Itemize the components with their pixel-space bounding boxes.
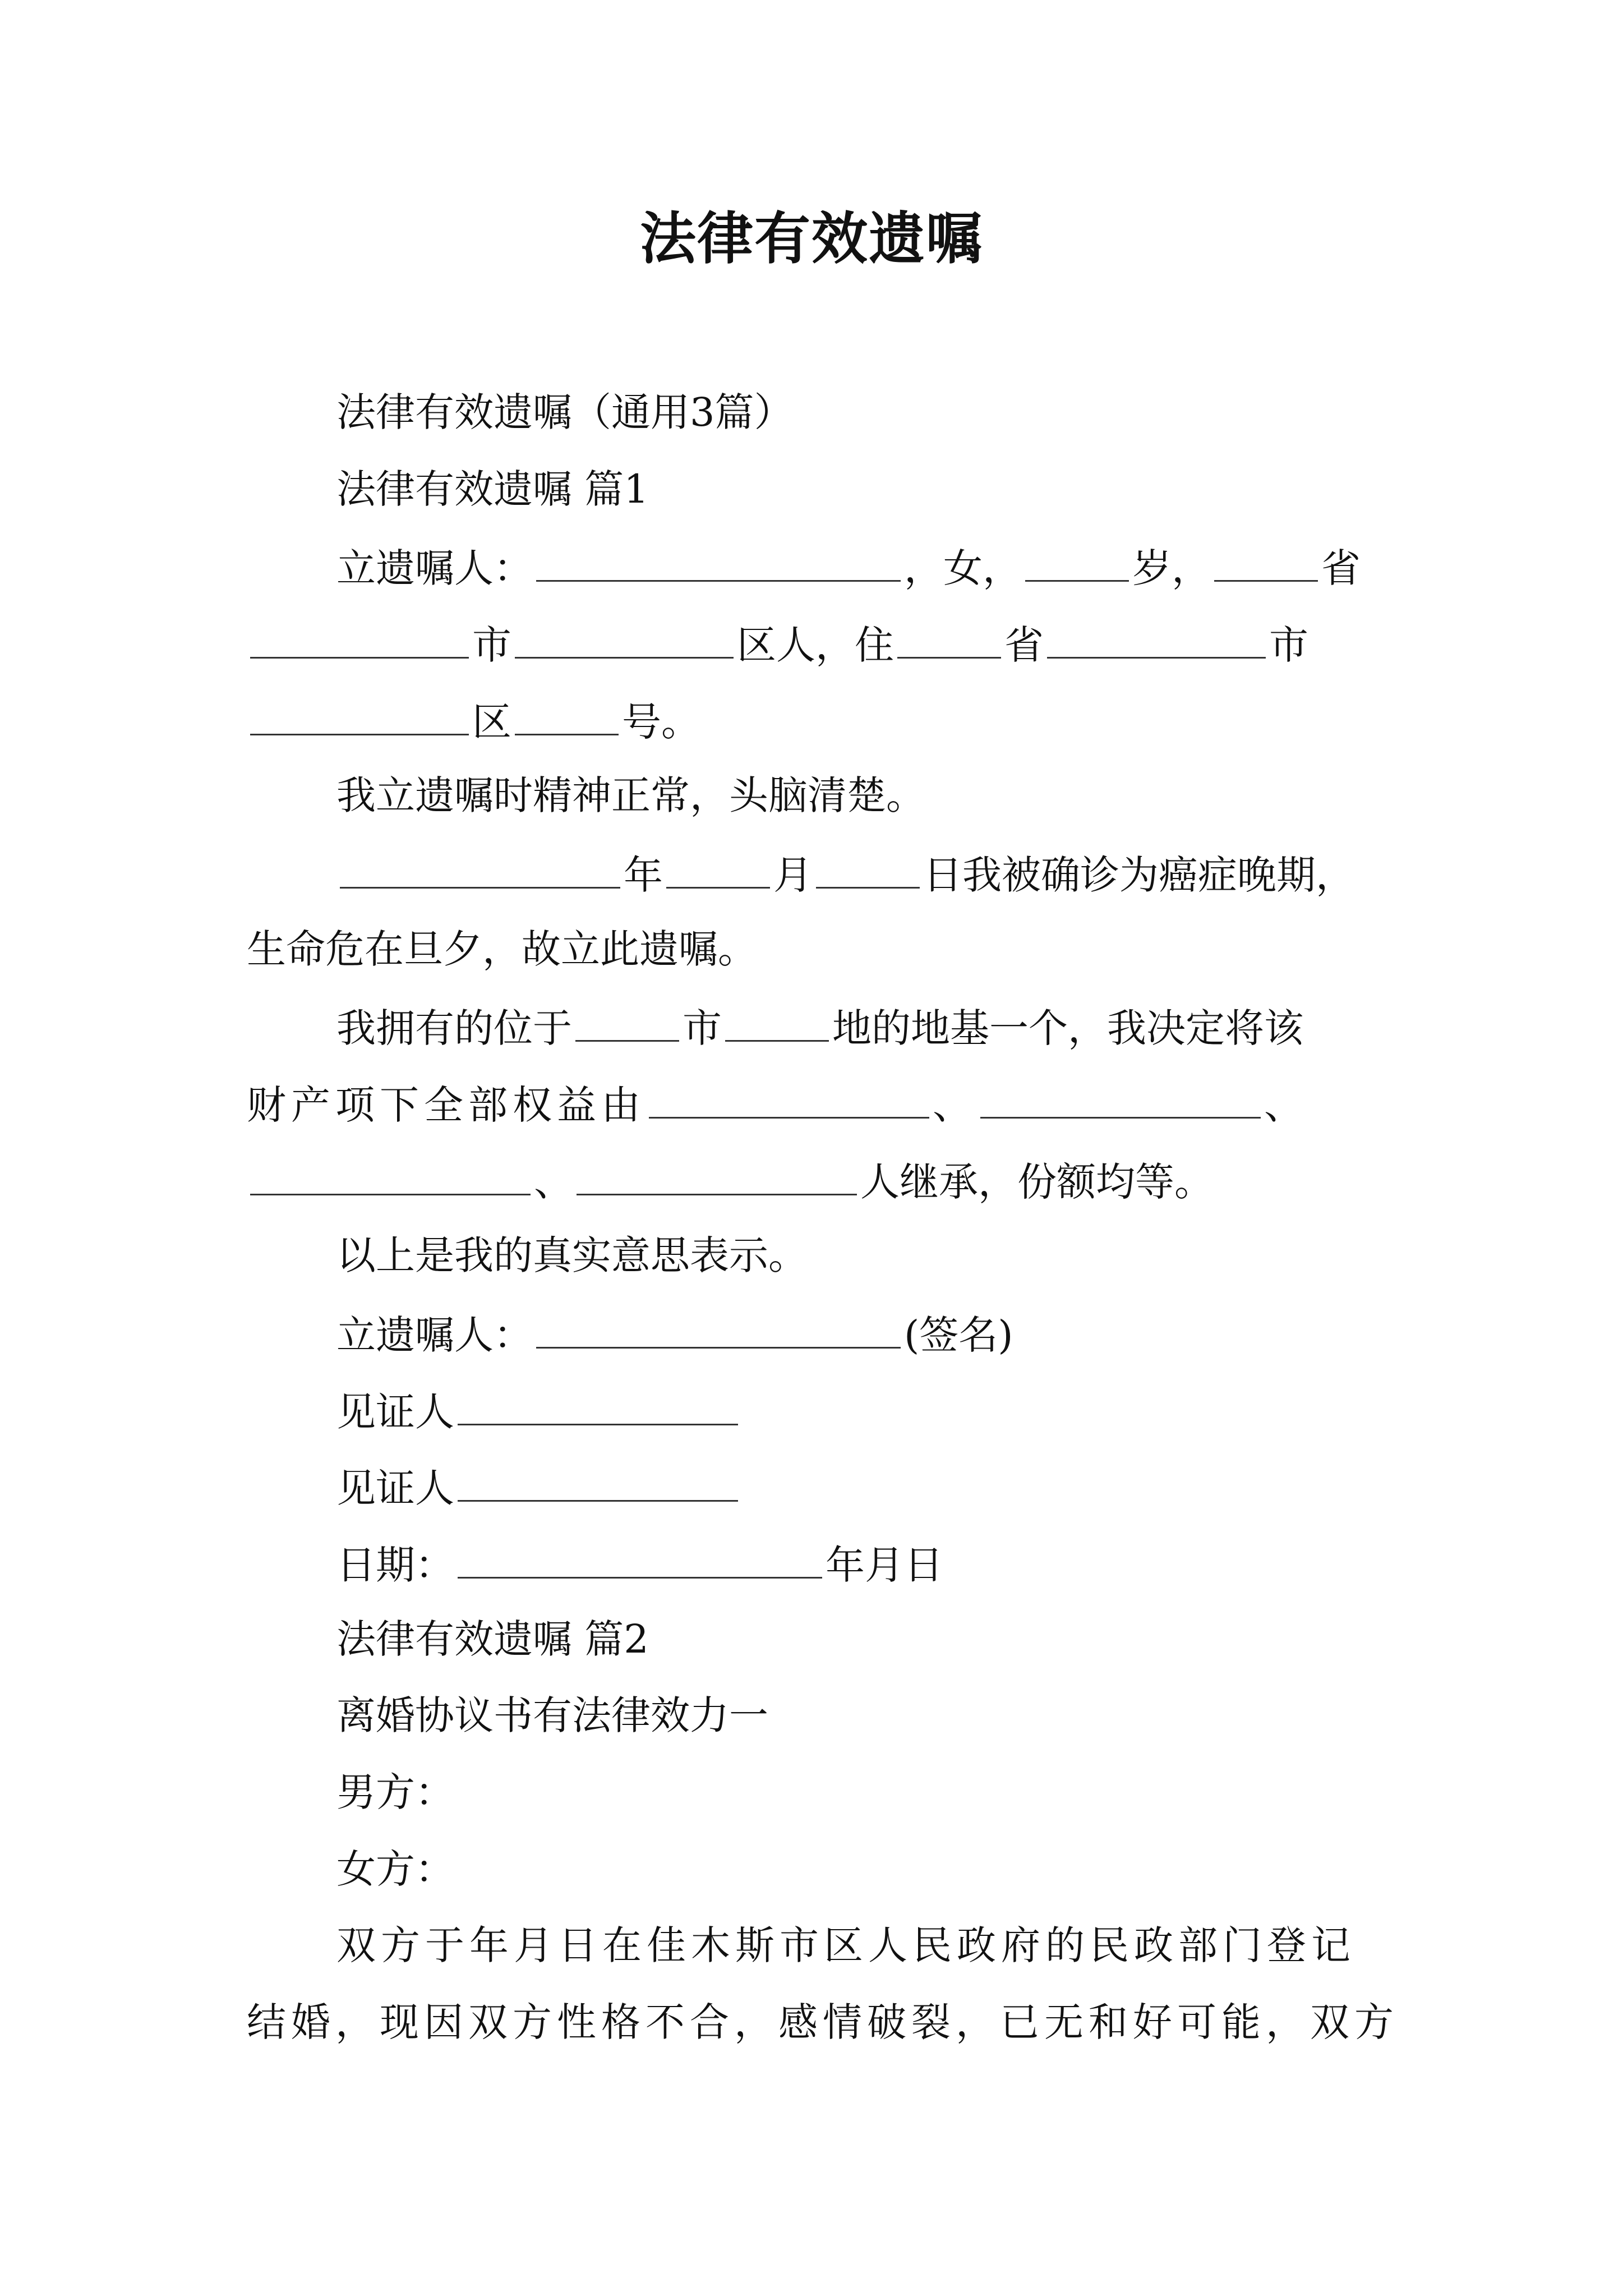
diagnosis-line-2: 生命危在旦夕，故立此遗嘱。 xyxy=(247,926,757,972)
text-res-city: 市 xyxy=(1269,622,1308,668)
witness-line-2 xyxy=(0,1457,1623,1516)
text-female: ，女， xyxy=(904,545,1022,591)
text-property-desc: 地的地基一个，我决定将该 xyxy=(832,1005,1303,1051)
testator-line xyxy=(0,537,1623,596)
text-sep-1: 、 xyxy=(933,1082,977,1128)
blank-heir-4[interactable] xyxy=(577,1151,857,1195)
text-number: 号。 xyxy=(622,699,700,745)
text-sep-3: 、 xyxy=(534,1159,573,1205)
blank-city[interactable] xyxy=(250,614,469,659)
section2-subtitle: 离婚协议书有法律效力一 xyxy=(336,1692,768,1738)
address-line-1 xyxy=(0,614,1623,673)
text-sep-2: 、 xyxy=(1264,1082,1308,1128)
blank-district[interactable] xyxy=(515,614,734,659)
text-month: 月 xyxy=(773,852,813,898)
blank-heir-1[interactable] xyxy=(649,1074,929,1119)
blank-year[interactable] xyxy=(340,844,620,889)
property-line-3 xyxy=(0,1151,1623,1210)
text-diagnosis: 日我被确诊为癌症晚期， xyxy=(923,852,1355,898)
property-line-1 xyxy=(0,997,1623,1056)
blank-heir-2[interactable] xyxy=(980,1074,1261,1119)
text-property-location: 我拥有的位于 xyxy=(336,1005,572,1051)
diagnosis-line-1 xyxy=(0,844,1623,903)
label-witness-1: 见证人 xyxy=(336,1389,454,1435)
witness-line-1 xyxy=(0,1381,1623,1440)
blank-witness-2[interactable] xyxy=(458,1457,738,1502)
blank-month[interactable] xyxy=(666,844,770,889)
property-line-2 xyxy=(0,1074,1623,1133)
section2-heading: 法律有效遗嘱 篇2 xyxy=(336,1616,649,1662)
testator-signature-line xyxy=(0,1304,1623,1363)
text-property-city: 市 xyxy=(683,1005,722,1051)
text-res-district: 区 xyxy=(472,699,511,745)
blank-property-city[interactable] xyxy=(575,997,679,1042)
blank-res-district[interactable] xyxy=(250,691,469,735)
text-property-rights: 财产项下全部权益由 xyxy=(247,1082,645,1128)
document-title: 法律有效遗嘱 xyxy=(640,205,983,272)
blank-date[interactable] xyxy=(458,1534,822,1579)
section2-female: 女方： xyxy=(336,1846,454,1892)
text-res-province: 省 xyxy=(1004,622,1044,668)
section2-paragraph-line-1: 双方于年月日在佳木斯市区人民政府的民政部门登记 xyxy=(336,1922,1355,1968)
text-province: 省 xyxy=(1321,545,1361,591)
blank-house-number[interactable] xyxy=(515,691,619,735)
blank-age[interactable] xyxy=(1025,537,1129,582)
section2-male: 男方： xyxy=(336,1769,454,1815)
label-witness-2: 见证人 xyxy=(336,1465,454,1511)
true-intent-statement: 以上是我的真实意思表示。 xyxy=(336,1232,808,1278)
text-year: 年 xyxy=(624,852,663,898)
text-sign-note: (签名) xyxy=(904,1312,1013,1358)
text-district-resident: 区人，住 xyxy=(737,622,894,668)
sanity-statement: 我立遗嘱时精神正常，头脑清楚。 xyxy=(336,772,925,818)
text-date-suffix: 年月日 xyxy=(826,1542,943,1588)
text-age: 岁， xyxy=(1132,545,1211,591)
section1-heading: 法律有效遗嘱 篇1 xyxy=(336,466,649,512)
blank-testator-signature[interactable] xyxy=(536,1304,901,1349)
blank-witness-1[interactable] xyxy=(458,1381,738,1425)
section2-paragraph-line-2: 结婚，现因双方性格不合，感情破裂，已无和好可能，双方 xyxy=(247,1999,1399,2045)
label-date: 日期： xyxy=(336,1542,454,1588)
blank-property-place[interactable] xyxy=(725,997,829,1042)
address-line-2 xyxy=(0,691,1623,750)
label-testator: 立遗嘱人： xyxy=(336,545,533,591)
blank-province[interactable] xyxy=(1214,537,1318,582)
date-line xyxy=(0,1534,1623,1593)
blank-day[interactable] xyxy=(816,844,920,889)
blank-res-city[interactable] xyxy=(1047,614,1266,659)
main-heading: 法律有效遗嘱（通用3篇） xyxy=(336,389,794,435)
text-inherit: 人继承，份额均等。 xyxy=(860,1159,1214,1205)
text-city: 市 xyxy=(472,622,511,668)
blank-res-province[interactable] xyxy=(897,614,1001,659)
blank-heir-3[interactable] xyxy=(250,1151,531,1195)
blank-testator-name[interactable] xyxy=(536,537,901,582)
label-testator-sign: 立遗嘱人： xyxy=(336,1312,533,1358)
